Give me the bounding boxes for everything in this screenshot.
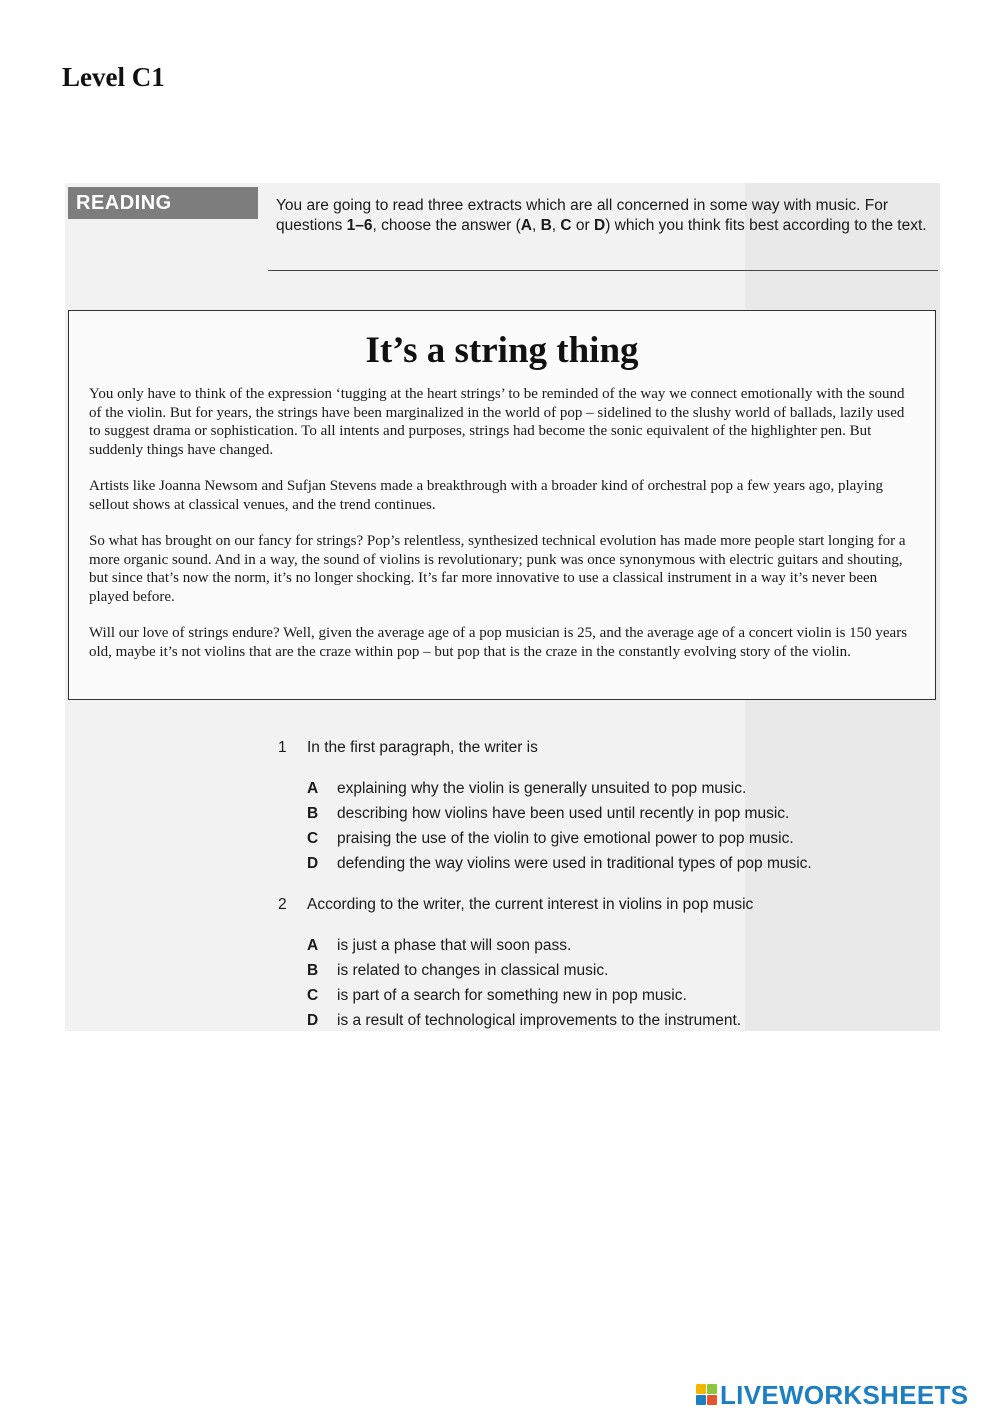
answer-option-a[interactable]	[307, 776, 938, 801]
letter-c: C	[560, 217, 572, 234]
questions-list	[278, 737, 938, 1033]
separator: ,	[531, 217, 541, 234]
question-range: 1–6	[346, 217, 373, 234]
option-letter: C	[307, 986, 319, 1004]
option-text: is a result of technological improvements to the instrument.	[337, 1011, 742, 1029]
task-instructions	[276, 196, 940, 236]
answer-option-d[interactable]	[307, 1008, 938, 1033]
question-number: 2	[278, 896, 287, 913]
instructions-text: You are going to read three extracts which are all concerned in some way with music. For questions	[276, 197, 888, 234]
answer-option-c[interactable]	[307, 983, 938, 1008]
option-text: is related to changes in classical music.	[337, 961, 609, 979]
separator: or	[571, 217, 595, 234]
logo-blocks-icon	[696, 1384, 718, 1406]
article-title: It’s a string thing	[365, 330, 639, 371]
option-letter: B	[307, 961, 319, 979]
question-number: 1	[278, 739, 287, 756]
answer-option-b[interactable]	[307, 801, 938, 826]
question-stem: According to the writer, the current interest in violins in pop music	[307, 896, 754, 913]
level-heading: Level C1	[62, 62, 165, 92]
letter-a: A	[520, 217, 532, 234]
option-text: is just a phase that will soon pass.	[337, 936, 572, 954]
divider	[268, 270, 938, 271]
question-stem: In the first paragraph, the writer is	[307, 739, 538, 756]
article-body	[89, 385, 913, 679]
instructions-text: , choose the answer (	[372, 217, 521, 234]
answer-option-c[interactable]	[307, 826, 938, 851]
instructions-text: ) which you think fits best according to the text.	[605, 217, 927, 234]
option-text: explaining why the violin is generally unsuited to pop music.	[337, 779, 747, 797]
answer-option-d[interactable]	[307, 851, 938, 876]
reading-section-tag: READING	[68, 187, 258, 219]
paragraph: Will our love of strings endure? Well, given the average age of a pop musician is 25, and the average age of a concert violin is 150 years old, maybe it’s not violins that are the craze within pop – but pop that is the craze in the constantly evolving story of the violin.	[89, 625, 908, 660]
option-text: describing how violins have been used until recently in pop music.	[337, 804, 790, 822]
option-letter: C	[307, 829, 319, 847]
separator: ,	[551, 217, 561, 234]
answer-option-a[interactable]	[307, 933, 938, 958]
letter-b: B	[540, 217, 552, 234]
option-letter: A	[307, 779, 319, 797]
option-text: praising the use of the violin to give emotional power to pop music.	[337, 829, 794, 847]
paragraph: Artists like Joanna Newsom and Sufjan Stevens made a breakthrough with a broader kind of orchestral pop a few years ago, playing sellout shows at classical venues, and the trend continues.	[89, 478, 883, 513]
option-letter: A	[307, 936, 319, 954]
liveworksheets-logo[interactable]	[696, 1380, 968, 1410]
letter-d: D	[594, 217, 606, 234]
option-letter: D	[307, 1011, 319, 1029]
answer-option-b[interactable]	[307, 958, 938, 983]
logo-text: LIVEWORKSHEETS	[720, 1379, 969, 1410]
option-text: defending the way violins were used in traditional types of pop music.	[337, 854, 812, 872]
option-letter: D	[307, 854, 319, 872]
question-1	[278, 737, 938, 876]
option-text: is part of a search for something new in pop music.	[337, 986, 687, 1004]
option-letter: B	[307, 804, 319, 822]
paragraph: So what has brought on our fancy for strings? Pop’s relentless, synthesized technical evolution has made more people start longing for a more organic sound. And in a way, the sound of violins is revolutionary; punk was once synonymous with electric guitars and shouting, but since that’s now the norm, it’s no longer shocking. It’s far more innovative to use a classical instrument in a way it’s never been played before.	[89, 533, 906, 605]
paragraph: You only have to think of the expression ‘tugging at the heart strings’ to be reminded of the way we connect emotionally with the sound of the violin. But for years, the strings have been marginalized in the world of pop – sidelined to the slushy world of ballads, lazily used to suggest drama or sophistication. To all intents and purposes, strings had become the sonic equivalent of the highlighter pen. But suddenly things have changed.	[89, 386, 905, 458]
article-box	[68, 310, 936, 700]
question-2	[278, 894, 938, 1033]
